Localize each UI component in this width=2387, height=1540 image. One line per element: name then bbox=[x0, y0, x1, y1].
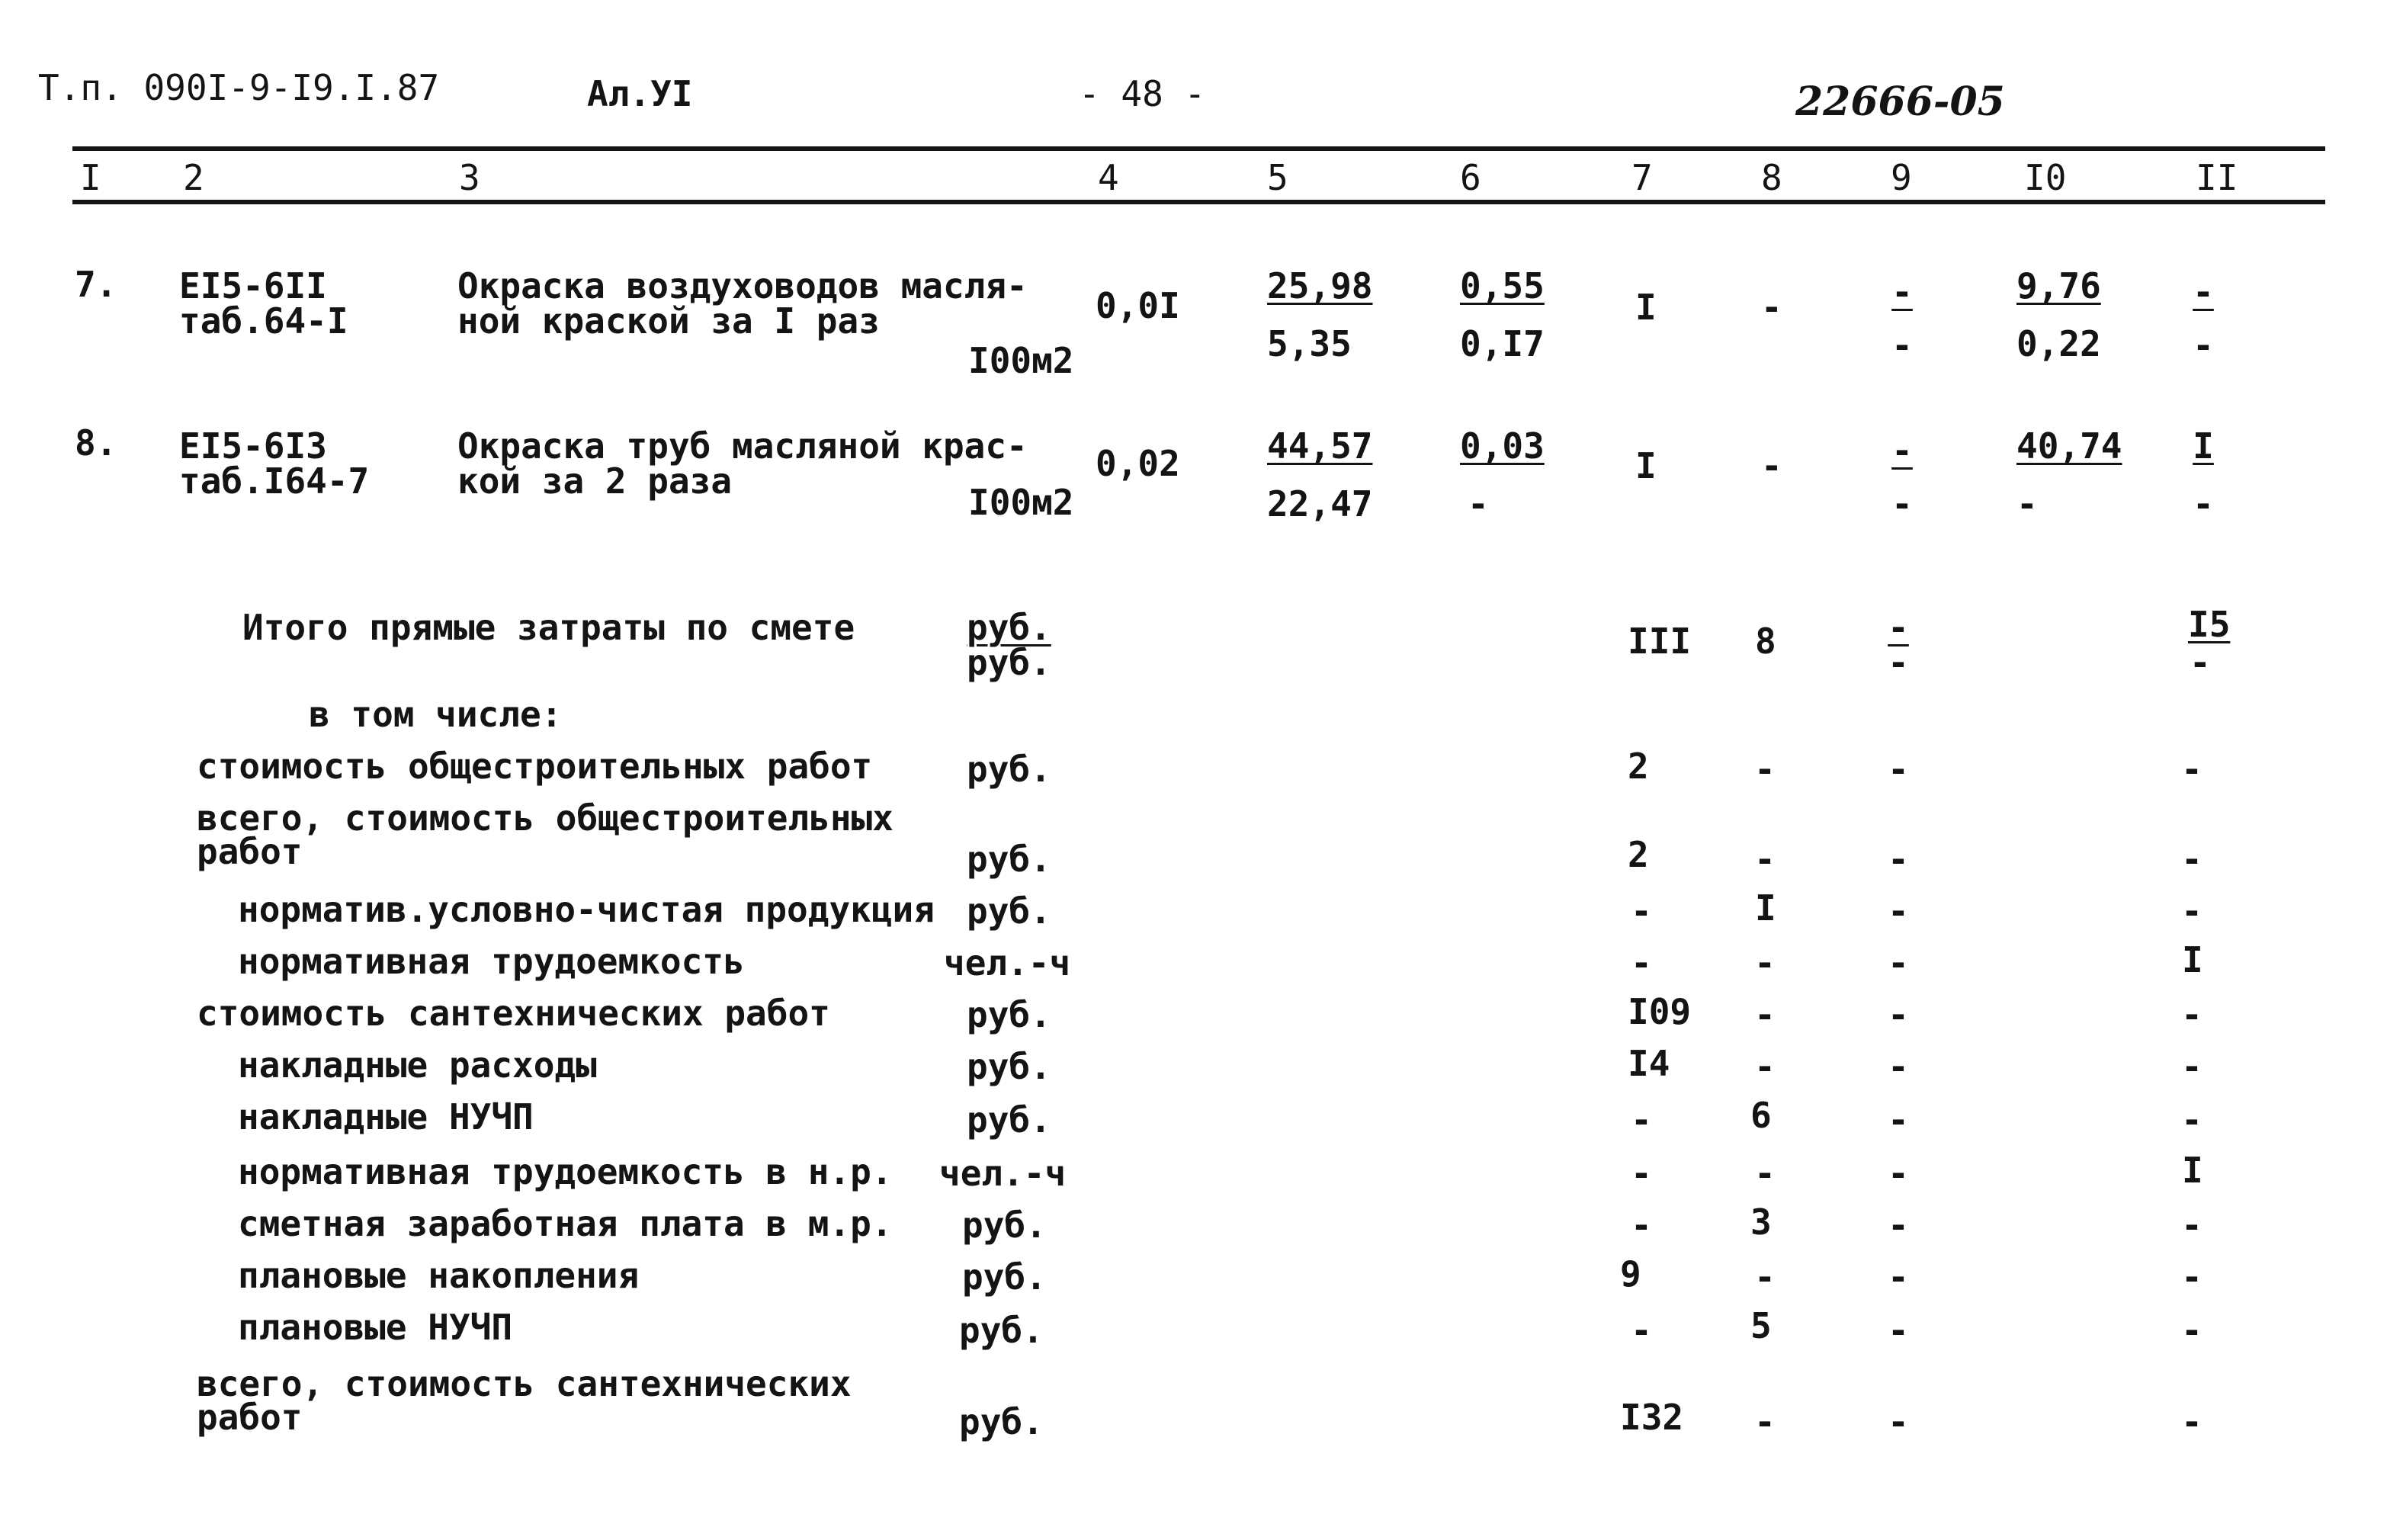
total-column-8: 8 bbox=[1755, 621, 1776, 662]
summary-column-11: - bbox=[2181, 1099, 2203, 1141]
summary-column-8: - bbox=[1754, 749, 1776, 790]
summary-unit: чел.-ч bbox=[944, 942, 1071, 983]
summary-column-11: - bbox=[2181, 994, 2203, 1035]
summary-label: накладные расходы bbox=[238, 1044, 597, 1086]
column-number-9: 9 bbox=[1891, 157, 1912, 198]
summary-column-8: - bbox=[1754, 1256, 1776, 1298]
summary-column-9: - bbox=[1888, 1310, 1909, 1351]
item-description: Окраска воздуховодов масля- bbox=[457, 265, 1028, 306]
item-description: Окраска труб масляной крас- bbox=[457, 425, 1028, 467]
summary-label: нормативная трудоемкость bbox=[238, 941, 745, 982]
column-10-top: 9,76 bbox=[2016, 265, 2101, 306]
header-top-rule bbox=[72, 146, 2325, 151]
summary-unit: руб. bbox=[967, 1046, 1051, 1087]
summary-column-8: 6 bbox=[1750, 1095, 1772, 1136]
summary-unit: руб. bbox=[967, 890, 1051, 932]
machine-wages: - bbox=[1468, 483, 1489, 525]
summary-label: всего, стоимость общестроительных bbox=[197, 797, 894, 839]
summary-column-9: - bbox=[1888, 1153, 1909, 1194]
summary-column-7: - bbox=[1631, 1153, 1652, 1194]
registration-stamp: 22666-05 bbox=[1795, 79, 2005, 125]
summary-column-9: - bbox=[1888, 1205, 1909, 1246]
summary-column-8: - bbox=[1754, 1046, 1776, 1087]
summary-column-7: I4 bbox=[1628, 1043, 1670, 1084]
total-column-7: III bbox=[1628, 621, 1692, 662]
summary-column-7: - bbox=[1631, 890, 1652, 932]
norm-code: EI5-6II bbox=[179, 265, 327, 306]
summary-column-8: - bbox=[1754, 942, 1776, 983]
norm-table: таб.64-I bbox=[179, 300, 348, 342]
item-number: 8. bbox=[75, 422, 117, 464]
item-quantity: 0,02 bbox=[1096, 443, 1180, 484]
header-bottom-rule bbox=[72, 200, 2325, 204]
unit-cost-wages: 22,47 bbox=[1267, 483, 1373, 525]
unit-cost-wages: 5,35 bbox=[1267, 323, 1352, 364]
unit-cost-total: 25,98 bbox=[1267, 265, 1373, 306]
summary-column-7: I32 bbox=[1620, 1397, 1684, 1438]
column-number-3: 3 bbox=[459, 157, 480, 198]
summary-column-9: - bbox=[1888, 1256, 1909, 1298]
summary-column-11: - bbox=[2181, 749, 2203, 790]
summary-label-cont: работ bbox=[197, 1397, 303, 1438]
summary-column-8: - bbox=[1754, 1153, 1776, 1194]
summary-column-7: 9 bbox=[1620, 1253, 1641, 1295]
column-11-top: - bbox=[2193, 271, 2214, 313]
item-description-cont: кой за 2 раза bbox=[457, 460, 733, 502]
summary-column-7: - bbox=[1631, 942, 1652, 983]
summary-column-7: I09 bbox=[1628, 991, 1692, 1032]
summary-column-8: 3 bbox=[1750, 1202, 1772, 1243]
summary-column-11: - bbox=[2181, 1256, 2203, 1298]
summary-column-11: I bbox=[2182, 1150, 2203, 1191]
summary-label: стоимость общестроительных работ bbox=[197, 746, 873, 787]
summary-unit: руб. bbox=[959, 1310, 1044, 1351]
column-number-11: II bbox=[2196, 157, 2238, 198]
column-number-5: 5 bbox=[1267, 157, 1288, 198]
total-unit-top: руб. bbox=[967, 607, 1051, 648]
item-number: 7. bbox=[75, 264, 117, 305]
column-number-1: I bbox=[80, 157, 101, 198]
summary-column-11: I bbox=[2182, 939, 2203, 980]
column-10-top: 40,74 bbox=[2016, 425, 2122, 467]
document-reference: Т.п. 090I-9-I9.I.87 bbox=[38, 67, 440, 108]
column-11-top: I bbox=[2193, 425, 2214, 467]
summary-column-11: - bbox=[2181, 1046, 2203, 1087]
item-description-cont: ной краской за I раз bbox=[457, 300, 880, 342]
column-9-top: - bbox=[1891, 430, 1913, 471]
total-column-9-bottom: - bbox=[1888, 642, 1909, 683]
summary-label: норматив.условно-чистая продукция bbox=[238, 889, 935, 930]
unit-cost-total: 44,57 bbox=[1267, 425, 1373, 467]
machine-cost: 0,55 bbox=[1460, 265, 1545, 306]
machine-cost: 0,03 bbox=[1460, 425, 1545, 467]
summary-unit: руб. bbox=[967, 839, 1051, 880]
column-number-6: 6 bbox=[1460, 157, 1481, 198]
norm-table: таб.I64-7 bbox=[179, 460, 370, 502]
summary-column-7: - bbox=[1631, 1205, 1652, 1246]
norm-code: EI5-6I3 bbox=[179, 425, 327, 467]
total-cost: I bbox=[1635, 287, 1657, 328]
wages-cost: - bbox=[1761, 287, 1782, 328]
summary-label-cont: работ bbox=[197, 831, 303, 872]
total-column-11-top: I5 bbox=[2188, 604, 2231, 645]
total-unit-bottom: руб. bbox=[967, 642, 1051, 683]
summary-column-9: - bbox=[1888, 994, 1909, 1035]
summary-column-11: - bbox=[2181, 1310, 2203, 1351]
column-number-10: I0 bbox=[2024, 157, 2067, 198]
summary-unit: руб. bbox=[962, 1205, 1047, 1246]
album-number: Ал.УI bbox=[587, 73, 693, 114]
column-number-7: 7 bbox=[1631, 157, 1653, 198]
machine-wages: 0,I7 bbox=[1460, 323, 1545, 364]
summary-label: плановые НУЧП bbox=[238, 1307, 513, 1348]
summary-unit: чел.-ч bbox=[939, 1153, 1067, 1194]
summary-unit: руб. bbox=[962, 1256, 1047, 1298]
summary-column-8: 5 bbox=[1750, 1305, 1772, 1346]
page-number: - 48 - bbox=[1079, 73, 1206, 114]
summary-unit: руб. bbox=[967, 749, 1051, 790]
column-9-bottom: - bbox=[1891, 325, 1913, 366]
total-column-11-bottom: - bbox=[2190, 642, 2211, 683]
summary-column-9: - bbox=[1888, 942, 1909, 983]
summary-label: нормативная трудоемкость в н.р. bbox=[238, 1151, 893, 1192]
including-label: в том числе: bbox=[309, 694, 563, 735]
summary-column-8: I bbox=[1755, 887, 1776, 929]
total-column-9-top: - bbox=[1888, 607, 1909, 648]
wages-cost: - bbox=[1761, 445, 1782, 486]
column-11-bottom: - bbox=[2193, 325, 2214, 366]
column-number-8: 8 bbox=[1761, 157, 1782, 198]
item-quantity: 0,0I bbox=[1096, 285, 1180, 326]
summary-column-9: - bbox=[1888, 749, 1909, 790]
summary-column-11: - bbox=[2181, 1401, 2203, 1442]
summary-column-11: - bbox=[2181, 839, 2203, 880]
summary-unit: руб. bbox=[959, 1401, 1044, 1442]
summary-column-9: - bbox=[1888, 839, 1909, 880]
item-unit: I00м2 bbox=[968, 482, 1074, 523]
column-10-bottom: 0,22 bbox=[2016, 323, 2101, 364]
column-9-top: - bbox=[1891, 271, 1913, 313]
summary-label: сметная заработная плата в м.р. bbox=[238, 1203, 893, 1244]
item-unit: I00м2 bbox=[968, 340, 1074, 381]
summary-column-7: - bbox=[1631, 1099, 1652, 1141]
summary-unit: руб. bbox=[967, 994, 1051, 1035]
summary-column-8: - bbox=[1754, 994, 1776, 1035]
summary-unit: руб. bbox=[967, 1099, 1051, 1141]
summary-column-9: - bbox=[1888, 890, 1909, 932]
summary-column-11: - bbox=[2181, 890, 2203, 932]
summary-column-7: - bbox=[1631, 1310, 1652, 1351]
summary-label: накладные НУЧП bbox=[238, 1096, 534, 1137]
summary-label: плановые накопления bbox=[238, 1255, 640, 1296]
column-9-bottom: - bbox=[1891, 483, 1913, 525]
summary-label: стоимость сантехнических работ bbox=[197, 993, 830, 1034]
summary-column-8: - bbox=[1754, 1401, 1776, 1442]
summary-column-7: 2 bbox=[1628, 746, 1649, 787]
summary-column-9: - bbox=[1888, 1401, 1909, 1442]
summary-column-11: - bbox=[2181, 1205, 2203, 1246]
summary-column-8: - bbox=[1754, 839, 1776, 880]
summary-column-9: - bbox=[1888, 1046, 1909, 1087]
summary-column-7: 2 bbox=[1628, 834, 1649, 875]
summary-column-9: - bbox=[1888, 1099, 1909, 1141]
total-cost: I bbox=[1635, 445, 1657, 486]
column-number-2: 2 bbox=[183, 157, 204, 198]
summary-label: всего, стоимость сантехнических bbox=[197, 1363, 852, 1404]
total-label: Итого прямые затраты по смете bbox=[242, 607, 855, 648]
column-10-bottom: - bbox=[2016, 483, 2038, 525]
column-number-4: 4 bbox=[1098, 157, 1119, 198]
column-11-bottom: - bbox=[2193, 483, 2214, 525]
